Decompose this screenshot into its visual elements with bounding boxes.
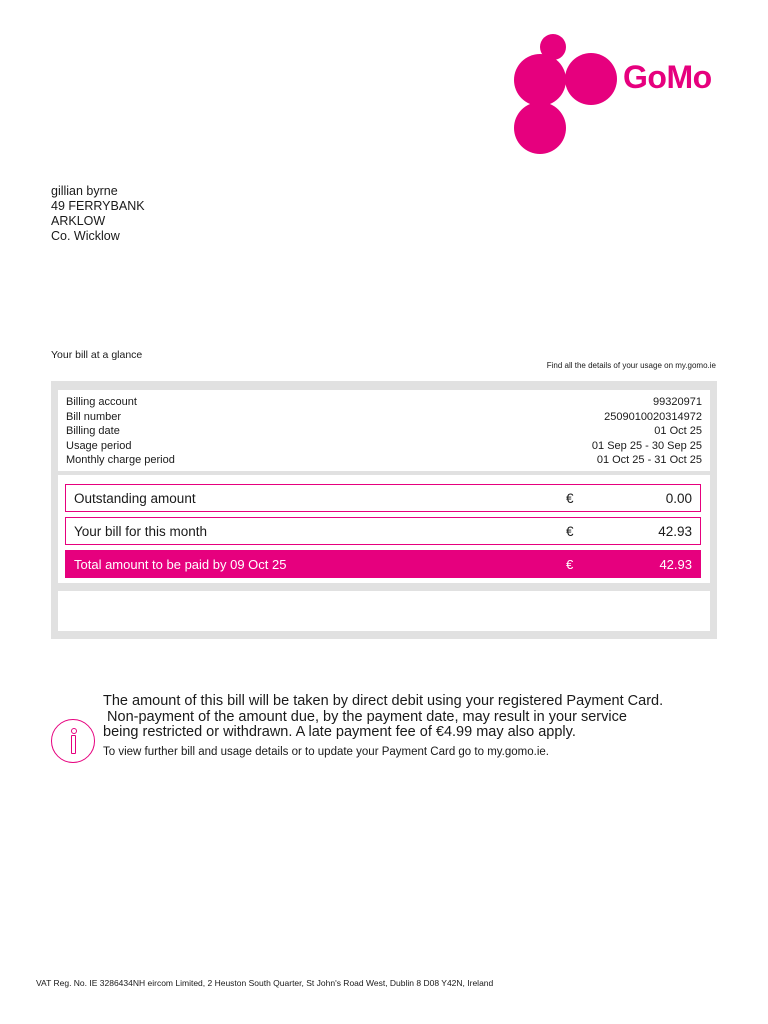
amount-value: 42.93: [658, 523, 692, 539]
detail-label: Monthly charge period: [66, 454, 175, 467]
detail-value: 01 Oct 25 - 31 Oct 25: [596, 454, 702, 467]
detail-row: [66, 395, 702, 410]
info-icon-dot: [71, 728, 77, 734]
detail-value: 99320971: [653, 396, 702, 409]
empty-message-box: [58, 591, 710, 631]
glance-note: Find all the details of your usage on my.gomo.ie: [546, 361, 716, 370]
detail-row: [66, 424, 702, 439]
notice-link-text: To view further bill and usage details or to update your Payment Card go to my.gomo.ie.: [103, 746, 549, 758]
logo-dot-right: [565, 53, 617, 105]
total-amount-row: [65, 550, 701, 578]
glance-title: Your bill at a glance: [51, 349, 143, 361]
footer-legal: VAT Reg. No. IE 3286434NH eircom Limited, 2 Heuston South Quarter, St John's Road West, Dublin 8 D08 Y42N, Ireland: [36, 978, 494, 988]
notice-line: being restricted or withdrawn. A late payment fee of €4.99 may also apply.: [103, 724, 576, 740]
gomo-logo: [512, 32, 742, 157]
detail-label: Usage period: [66, 439, 132, 452]
info-icon: [51, 719, 95, 763]
amount-label: Outstanding amount: [74, 490, 196, 506]
currency-symbol: €: [566, 556, 574, 572]
address-line: Co. Wicklow: [51, 229, 120, 243]
brand-name: GoMo: [623, 59, 712, 95]
amount-label: Your bill for this month: [74, 523, 208, 539]
detail-value: 01 Sep 25 - 30 Sep 25: [591, 439, 702, 452]
detail-row: [66, 410, 702, 425]
detail-label: Billing account: [66, 396, 137, 409]
amount-label: Total amount to be paid by 09 Oct 25: [74, 556, 287, 572]
detail-row: [66, 439, 702, 454]
currency-symbol: €: [566, 490, 574, 506]
address-line: gillian byrne: [51, 184, 118, 198]
detail-row: [66, 453, 702, 468]
billing-details: [58, 390, 710, 471]
amount-value: 0.00: [665, 490, 692, 506]
logo-dot-bottom: [514, 102, 566, 154]
notice-line: The amount of this bill will be taken by direct debit using your registered Payment Card.: [103, 693, 664, 709]
direct-debit-notice: [103, 694, 743, 741]
address-line: 49 FERRYBANK: [51, 199, 145, 213]
notice-line: Non-payment of the amount due, by the payment date, may result in your service: [103, 708, 627, 725]
detail-label: Bill number: [66, 410, 122, 423]
amount-value: 42.93: [659, 556, 692, 572]
address-line: ARKLOW: [51, 214, 106, 228]
info-icon-stem: [71, 735, 76, 754]
outstanding-amount-row: [65, 484, 701, 512]
detail-value: 01 Oct 25: [654, 425, 702, 438]
monthly-bill-row: [65, 517, 701, 545]
detail-label: Billing date: [66, 425, 120, 438]
logo-dot-left: [514, 54, 566, 106]
amounts-box: [58, 475, 710, 583]
recipient-address: [51, 184, 145, 244]
currency-symbol: €: [566, 523, 574, 539]
detail-value: 2509010020314972: [604, 410, 702, 423]
